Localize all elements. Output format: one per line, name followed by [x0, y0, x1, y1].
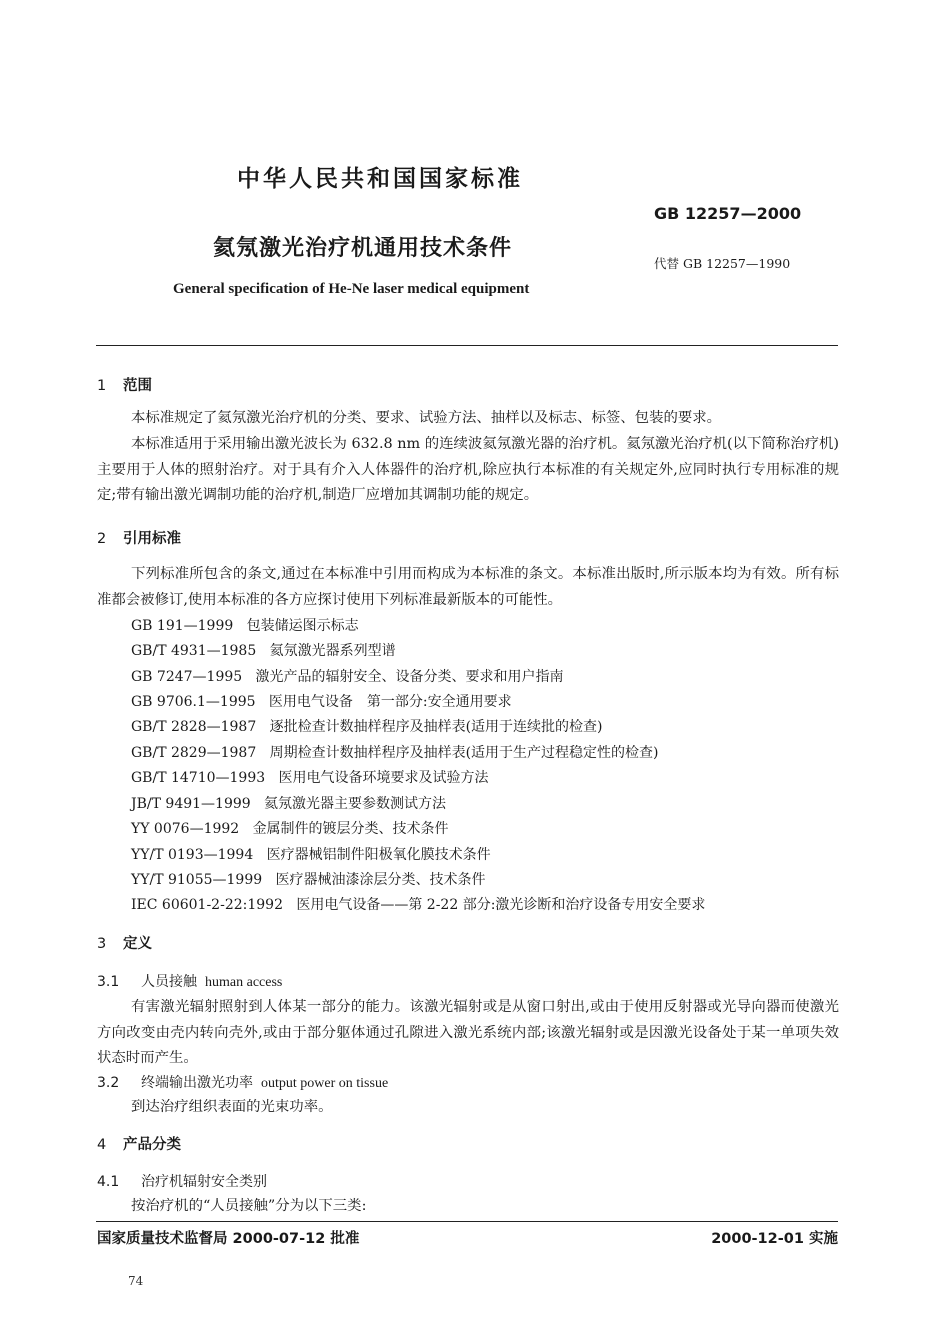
- definition-3-2-heading: 3.2 终端输出激光功率 output power on tissue: [97, 1075, 389, 1091]
- implementation-date: 2000-12-01 实施: [711, 1231, 838, 1247]
- reference-item: JB/T 9491—1999 氦氖激光器主要参数测试方法: [131, 796, 447, 812]
- reference-item: GB 7247—1995 激光产品的辐射安全、设备分类、要求和用户指南: [131, 669, 564, 685]
- document-title-en: General specification of He-Ne laser medical equipment: [173, 281, 530, 297]
- section-1-para-2: 本标准适用于采用输出激光波长为 632.8 nm 的连续波氦氖激光器的治疗机。氦氖激光治疗机(以下简称治疗机)主要用于人体的照射治疗。对于具有介入人体器件的治疗机,除应执行本标准的有关规定外,应同时执行专用标准的规定;带有输出激光调制功能的治疗机,制造厂应增加其调制功能的规定。: [97, 436, 839, 503]
- reference-item: GB/T 2829—1987 周期检查计数抽样程序及抽样表(适用于生产过程稳定性的检查): [131, 745, 659, 761]
- reference-item: YY/T 0193—1994 医疗器械铝制件阳极氧化膜技术条件: [131, 847, 491, 863]
- section-3-heading: 3 定义: [97, 936, 152, 952]
- definition-3-1-text: 有害激光辐射照射到人体某一部分的能力。该激光辐射或是从窗口射出,或由于使用反射器或光导向器而使激光方向改变由壳内转向壳外,或由于部分躯体通过孔隙进入激光系统内部;该激光辐射或是因激光设备处于某一单项失效状态时而产生。: [97, 999, 839, 1066]
- replaces-standard: 代替 GB 12257—1990: [654, 256, 791, 271]
- page-number: 74: [128, 1274, 144, 1288]
- definition-3-2-text: 到达治疗组织表面的光束功率。: [131, 1099, 333, 1115]
- approval-line: 国家质量技术监督局 2000-07-12 批准: [97, 1231, 360, 1247]
- national-standard-heading: 中华人民共和国国家标准: [237, 166, 523, 192]
- reference-item: GB 9706.1—1995 医用电气设备 第一部分:安全通用要求: [131, 694, 512, 710]
- header-rule: [96, 345, 838, 346]
- classification-4-1-text: 按治疗机的“人员接触”分为以下三类:: [131, 1198, 367, 1214]
- section-2-para: 下列标准所包含的条文,通过在本标准中引用而构成为本标准的条文。本标准出版时,所示版本均为有效。所有标准都会被修订,使用本标准的各方应探讨使用下列标准最新版本的可能性。: [97, 566, 839, 608]
- definition-3-1-heading: 3.1 人员接触 human access: [97, 974, 283, 990]
- reference-item: YY/T 91055—1999 医疗器械油漆涂层分类、技术条件: [131, 872, 486, 888]
- reference-item: GB 191—1999 包装储运图示标志: [131, 618, 359, 634]
- reference-item: IEC 60601-2-22:1992 医用电气设备——第 2-22 部分:激光诊断和治疗设备专用安全要求: [131, 897, 706, 913]
- classification-4-1-heading: 4.1 治疗机辐射安全类别: [97, 1174, 267, 1190]
- section-4-heading: 4 产品分类: [97, 1137, 181, 1153]
- reference-item: GB/T 2828—1987 逐批检查计数抽样程序及抽样表(适用于连续批的检查): [131, 719, 603, 735]
- footer-rule: [96, 1221, 838, 1222]
- reference-item: GB/T 4931—1985 氦氖激光器系列型谱: [131, 643, 396, 659]
- standard-number: GB 12257—2000: [654, 204, 802, 223]
- reference-item: GB/T 14710—1993 医用电气设备环境要求及试验方法: [131, 770, 489, 786]
- section-2-heading: 2 引用标准: [97, 531, 181, 547]
- section-1-para-1: 本标准规定了氦氖激光治疗机的分类、要求、试验方法、抽样以及标志、标签、包装的要求。: [131, 410, 722, 426]
- section-1-heading: 1 范围: [97, 378, 152, 394]
- reference-item: YY 0076—1992 金属制件的镀层分类、技术条件: [131, 821, 449, 837]
- document-title-cn: 氦氖激光治疗机通用技术条件: [213, 236, 513, 261]
